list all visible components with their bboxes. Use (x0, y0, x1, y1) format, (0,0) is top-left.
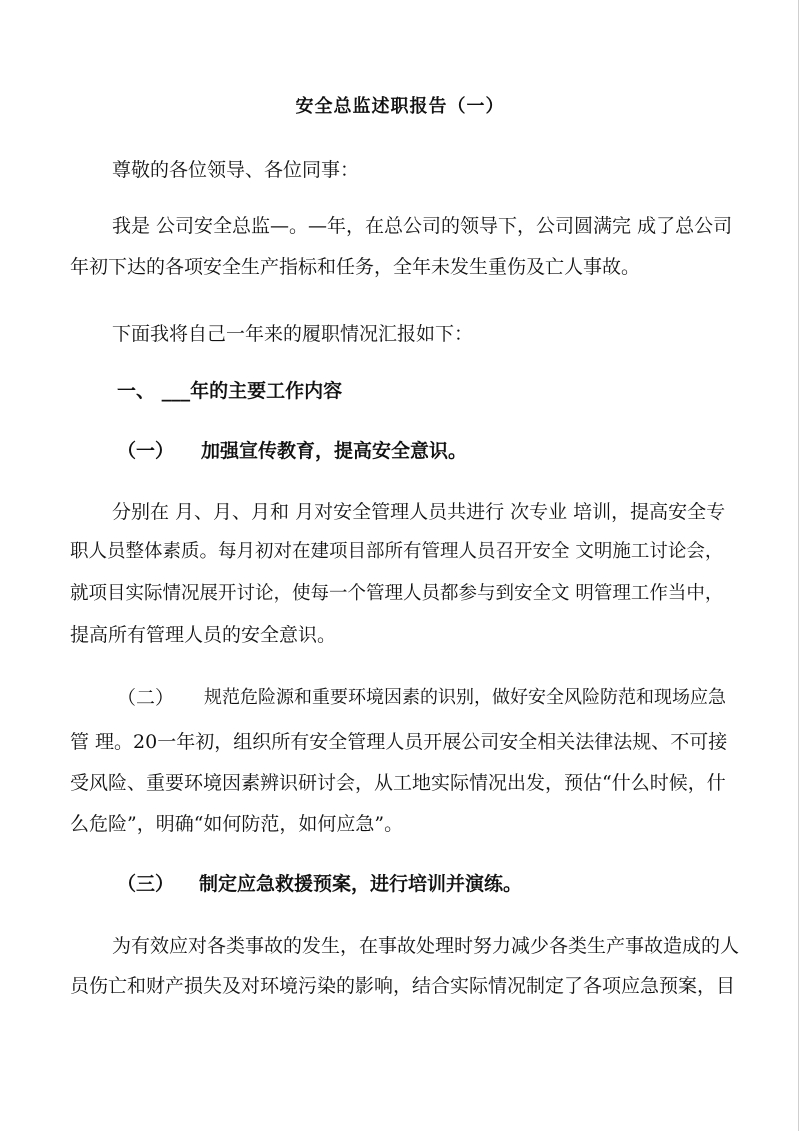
para3-line4: 提高所有管理人员的安全意识。 (70, 624, 337, 646)
para4-line2: 受风险、重要环境因素辨识研讨会，从工地实际情况出发，预估“什么时候，什 (70, 772, 726, 794)
subsection-number-3: （三） (117, 873, 175, 895)
subsection-number-2: （二） (117, 687, 175, 709)
para1-line1: 我是 公司安全总监—。—年，在总公司的领导下，公司圆满完 成了总公司 (112, 215, 733, 237)
subsection-number-1: （一） (117, 440, 175, 462)
para2: 下面我将自己一年来的履职情况汇报如下： (112, 323, 474, 345)
salutation: 尊敬的各位领导、各位同事： (112, 159, 360, 181)
para3-line2: 职人员整体素质。每月初对在建项目部所有管理人员召开安全 文明施工讨论会， (70, 541, 724, 562)
document-title: 安全总监述职报告（一） (295, 96, 505, 117)
subsection-heading-1: 加强宣传教育，提高安全意识。 (201, 440, 468, 462)
subsection-heading-3: 制定应急救援预案，进行培训并演练。 (199, 873, 523, 895)
para3-line1: 分别在 月、月、月和 月对安全管理人员共进行 次专业 培训，提高安全专 (112, 501, 726, 523)
para5-line2: 员伤亡和财产损失及对环境污染的影响，结合实际情况制定了各项应急预案，目 (70, 975, 736, 997)
para4-line3: 么危险”，明确“如何防范，如何应急”。 (70, 813, 404, 835)
subsection-heading-2: 规范危险源和重要环境因素的识别，做好安全风险防范和现场应急 (204, 687, 726, 708)
para3-line3: 就项目实际情况展开讨论，使每一个管理人员都参与到安全文 明管理工作当中， (70, 583, 724, 604)
para5-line1: 为有效应对各类事故的发生，在事故处理时努力减少各类生产事故造成的人 (112, 935, 740, 957)
para4-line1: 管 理。20一年初，组织所有安全管理人员开展公司安全相关法律法规、不可接 (70, 731, 728, 753)
section-heading-1: 一、 ___年的主要工作内容 (117, 380, 343, 402)
para1-line2: 年初下达的各项安全生产指标和任务，全年未发生重伤及亡人事故。 (70, 256, 641, 278)
